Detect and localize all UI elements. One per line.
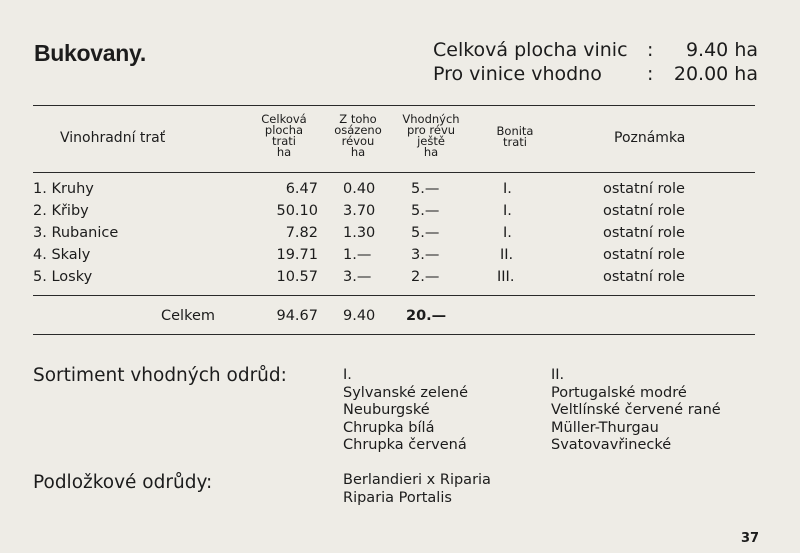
page-title: Bukovany. bbox=[34, 40, 146, 66]
list-item: Neuburgské bbox=[343, 402, 430, 418]
summary-value-suitable: 20.00 ha bbox=[673, 63, 758, 85]
list-item: Chrupka bílá bbox=[343, 419, 435, 436]
sortiment-group-1 bbox=[343, 367, 468, 455]
total-osazeno: 9.40 bbox=[343, 308, 376, 324]
sortiment-label: Sortiment vhodných odrůd: bbox=[33, 365, 287, 386]
list-item: Chrupka červená bbox=[343, 437, 467, 453]
table-row-4-name: 4. Skaly bbox=[33, 247, 91, 263]
sortiment-group-2-heading: II. bbox=[551, 367, 565, 383]
total-celkova: 94.67 bbox=[276, 308, 318, 324]
table-row-3-poznamka: ostatní role bbox=[603, 225, 685, 241]
podlozkove-list bbox=[343, 472, 491, 507]
table-row-2-bonita: I. bbox=[503, 203, 512, 219]
table-top-rule bbox=[33, 105, 755, 106]
table-row-5-vhodnych: 2.— bbox=[411, 269, 440, 285]
summary-label-total: Celková plocha vinic bbox=[433, 39, 628, 61]
table-row-4-celkova: 19.71 bbox=[276, 247, 318, 263]
table-row-5-name: 5. Losky bbox=[33, 269, 93, 285]
table-row-1-bonita: I. bbox=[503, 181, 512, 197]
col-header-poznamka: Poznámka bbox=[614, 130, 686, 146]
table-total-rule bbox=[33, 295, 755, 296]
table-row-2-poznamka: ostatní role bbox=[603, 203, 685, 219]
table-row-5-celkova: 10.57 bbox=[276, 269, 318, 285]
summary-colon-total: : bbox=[647, 39, 654, 61]
table-row-2-vhodnych: 5.— bbox=[411, 203, 440, 219]
table-row-1-vhodnych: 5.— bbox=[411, 181, 440, 197]
col-header-bonita: Bonita trati bbox=[496, 124, 534, 149]
list-item: Müller-Thurgau bbox=[551, 419, 659, 436]
list-item: Portugalské modré bbox=[551, 384, 687, 401]
table-row-2-name: 2. Křiby bbox=[33, 203, 89, 219]
table-row-3-celkova: 7.82 bbox=[285, 225, 318, 241]
total-label: Celkem bbox=[161, 308, 215, 324]
list-item: Svatovavřinecké bbox=[551, 437, 672, 453]
col-header-vhodnych: Vhodných pro révu ještě ha bbox=[402, 112, 460, 159]
col-header-celkova: Celková plocha trati ha bbox=[261, 112, 307, 159]
summary-label-suitable: Pro vinice vhodno bbox=[433, 63, 602, 85]
table-row-4-bonita: II. bbox=[500, 247, 514, 263]
table-row-4-osazeno: 1.— bbox=[343, 247, 372, 263]
table-row-4-vhodnych: 3.— bbox=[411, 247, 440, 263]
table-row-2-osazeno: 3.70 bbox=[343, 203, 376, 219]
list-item: Sylvanské zelené bbox=[343, 384, 469, 401]
summary-value-total: 9.40 ha bbox=[685, 39, 758, 61]
col-header-osazeno: Z toho osázeno révou ha bbox=[334, 112, 382, 159]
table-row-3-name: 3. Rubanice bbox=[33, 225, 119, 241]
table-row-3-vhodnych: 5.— bbox=[411, 225, 440, 241]
table-row-5-osazeno: 3.— bbox=[343, 269, 372, 285]
table-row-1-celkova: 6.47 bbox=[285, 181, 318, 197]
table-row-2-celkova: 50.10 bbox=[276, 203, 318, 219]
table-row-4-poznamka: ostatní role bbox=[603, 247, 685, 263]
table-row-1-poznamka: ostatní role bbox=[603, 181, 685, 197]
col-header-trat: Vinohradní trať bbox=[60, 130, 166, 146]
table-row-1-osazeno: 0.40 bbox=[343, 181, 376, 197]
table-row-5-poznamka: ostatní role bbox=[603, 269, 685, 285]
page-number: 37 bbox=[741, 531, 760, 546]
list-item: Riparia Portalis bbox=[343, 489, 452, 506]
sortiment-group-1-heading: I. bbox=[343, 367, 352, 383]
summary-colon-suitable: : bbox=[647, 63, 654, 85]
sortiment-group-2 bbox=[551, 367, 721, 455]
table-row-3-bonita: I. bbox=[503, 225, 512, 241]
table-bottom-rule bbox=[33, 334, 755, 335]
list-item: Berlandieri x Riparia bbox=[343, 472, 491, 488]
table-header-rule bbox=[33, 172, 755, 173]
table-row-5-bonita: III. bbox=[497, 269, 515, 285]
total-vhodnych: 20.— bbox=[406, 308, 447, 324]
table-row-3-osazeno: 1.30 bbox=[343, 225, 376, 241]
list-item: Veltlínské červené rané bbox=[551, 402, 721, 418]
table-row-1-name: 1. Kruhy bbox=[33, 181, 94, 197]
podlozkove-label: Podložkové odrůdy: bbox=[33, 472, 213, 493]
